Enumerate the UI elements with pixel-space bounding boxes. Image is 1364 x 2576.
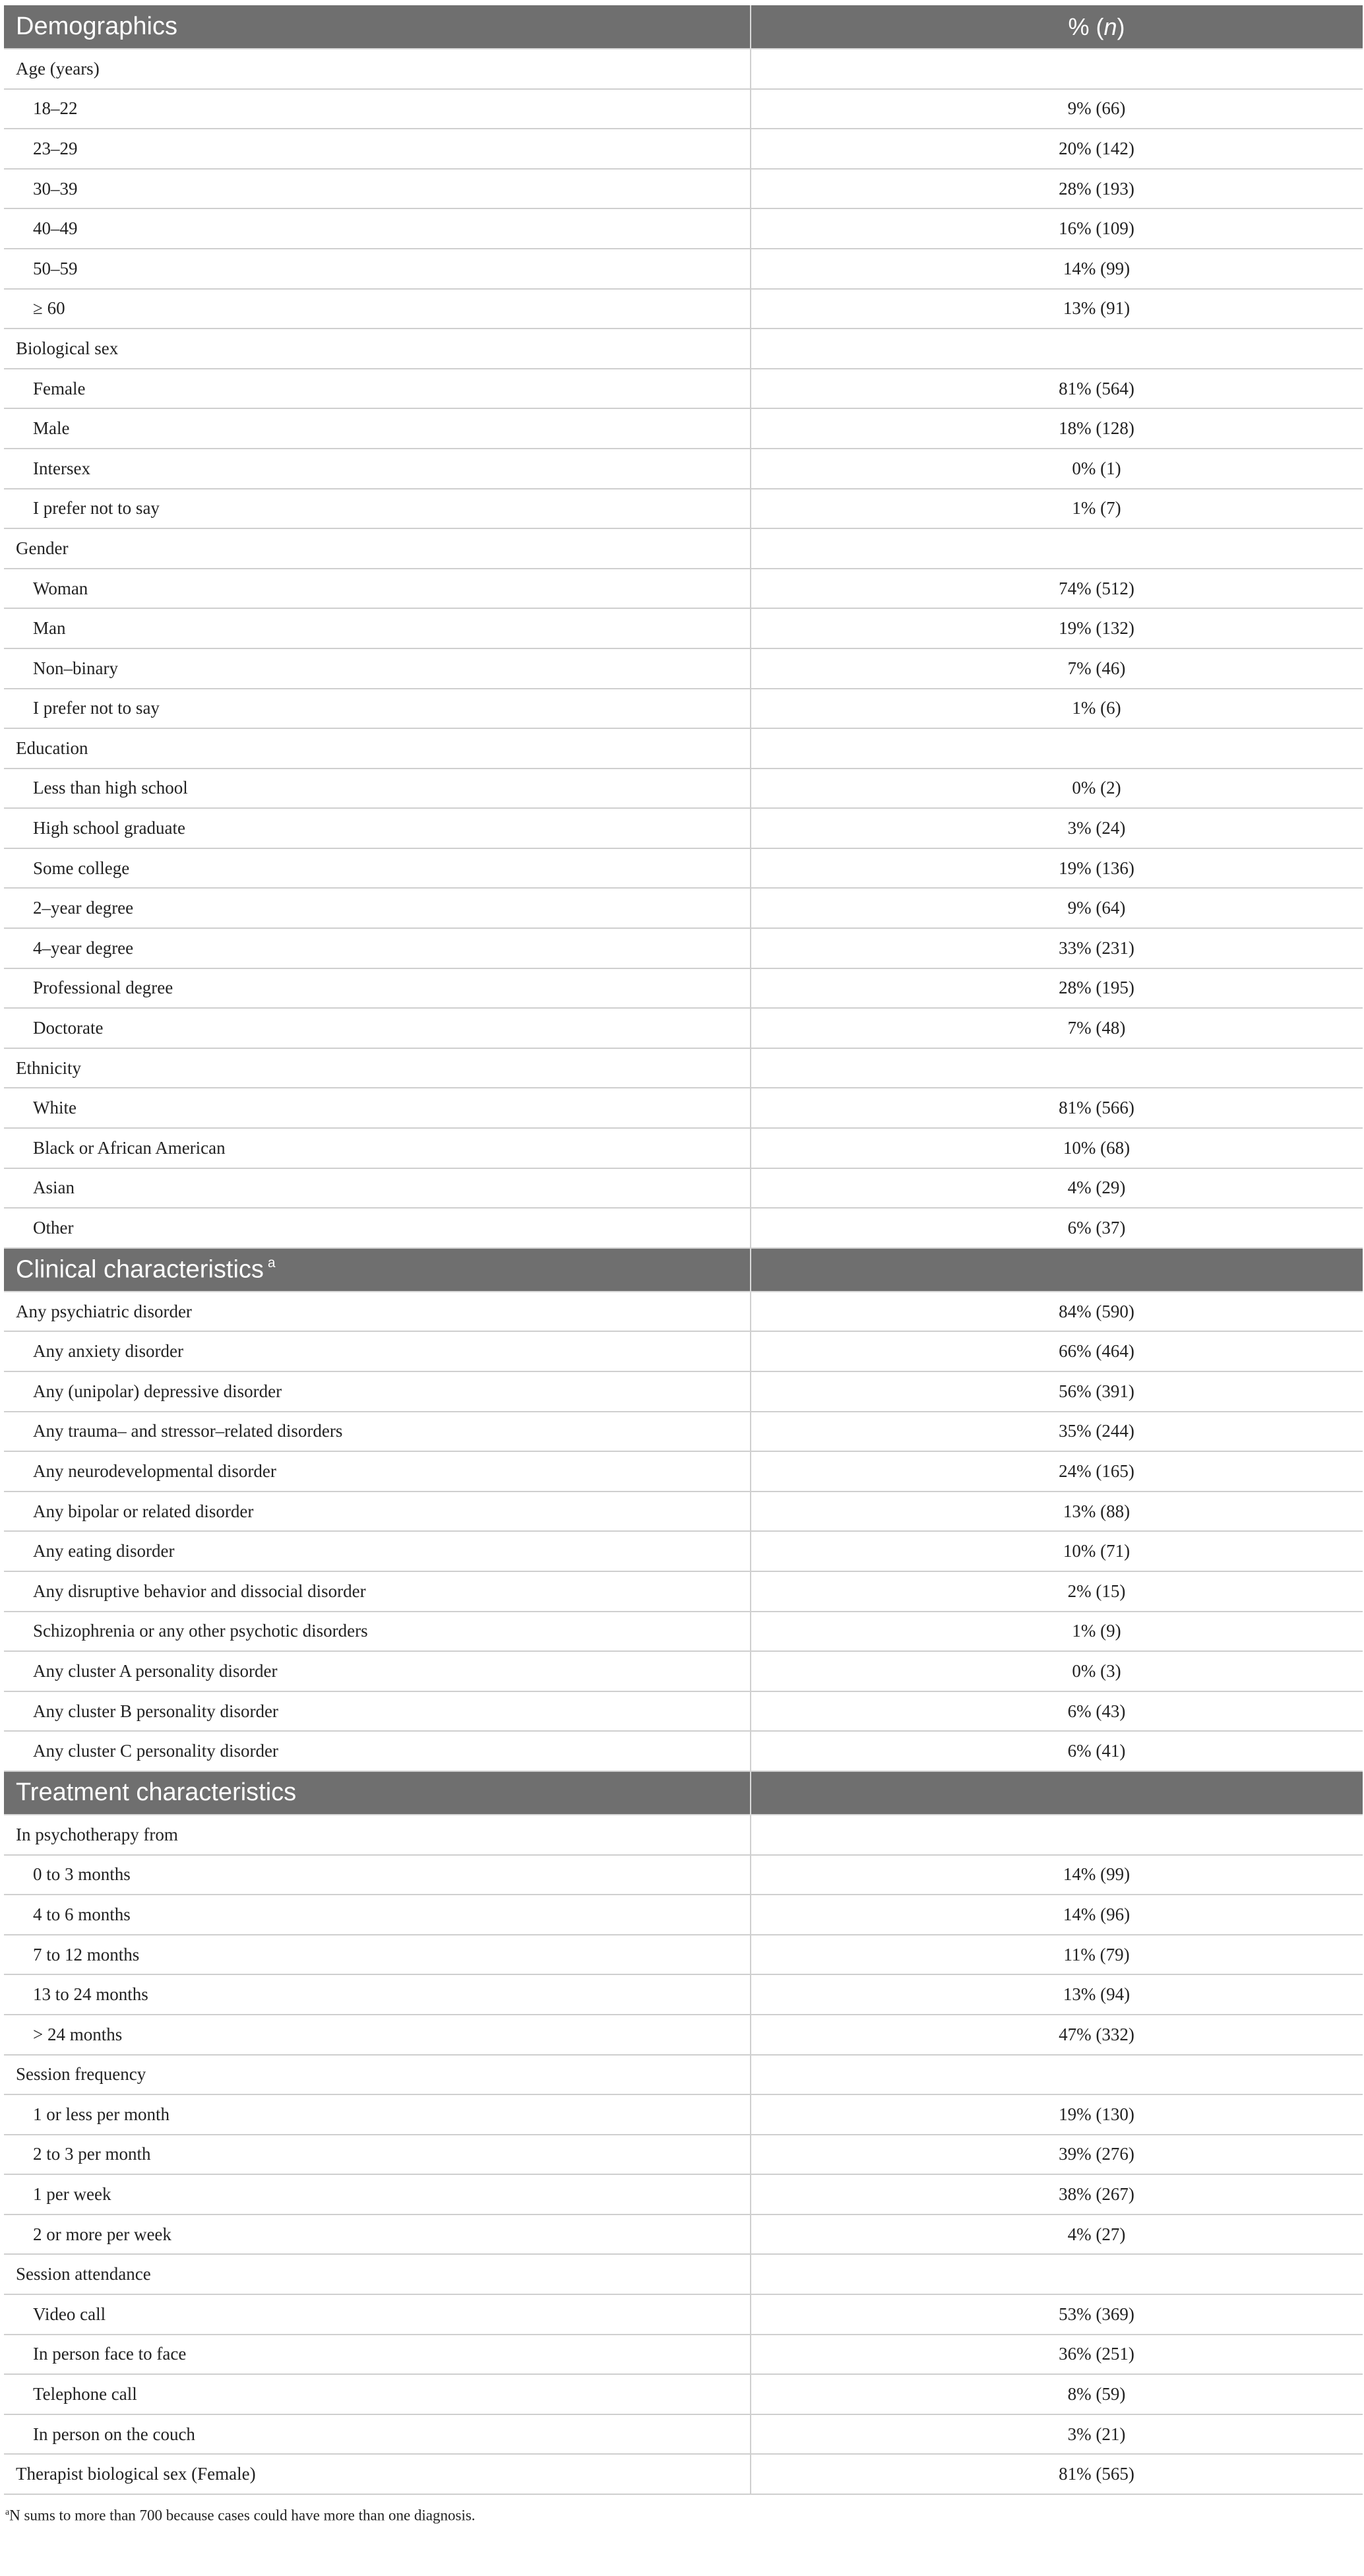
row-label: 13 to 24 months — [4, 1974, 751, 2015]
row-label: Female — [4, 369, 751, 409]
row-label: Woman — [4, 569, 751, 609]
group-value — [751, 329, 1363, 369]
group-label: Education — [4, 728, 751, 769]
row-label: 7 to 12 months — [4, 1935, 751, 1975]
row-label: Any cluster C personality disorder — [4, 1731, 751, 1771]
footnote-marker: a — [5, 2507, 10, 2517]
row-label: Less than high school — [4, 769, 751, 809]
table-row — [4, 968, 1363, 1009]
row-value: 8% (59) — [751, 2374, 1363, 2414]
row-value: 10% (68) — [751, 1128, 1363, 1168]
row-label: Asian — [4, 1168, 751, 1209]
row-value: 13% (91) — [751, 289, 1363, 329]
table-row — [4, 169, 1363, 209]
table-row — [4, 1651, 1363, 1691]
row-label: 50–59 — [4, 249, 751, 289]
column-header-n: n — [1103, 13, 1117, 40]
demographics-table — [4, 5, 1363, 2495]
row-value: 2% (15) — [751, 1571, 1363, 1612]
row-value: 35% (244) — [751, 1412, 1363, 1452]
row-value: 39% (276) — [751, 2135, 1363, 2175]
row-value: 81% (566) — [751, 1088, 1363, 1128]
row-value: 47% (332) — [751, 2015, 1363, 2055]
group-value — [751, 728, 1363, 769]
table-row — [4, 249, 1363, 289]
row-label: 18–22 — [4, 89, 751, 129]
table-row — [4, 2335, 1363, 2375]
row-value: 0% (2) — [751, 769, 1363, 809]
table-row — [4, 608, 1363, 648]
group-label: Age (years) — [4, 49, 751, 89]
row-value: 11% (79) — [751, 1935, 1363, 1975]
group-value — [751, 528, 1363, 569]
row-value: 9% (64) — [751, 888, 1363, 928]
row-label: Black or African American — [4, 1128, 751, 1168]
row-label: Any (unipolar) depressive disorder — [4, 1371, 751, 1412]
table-row — [4, 888, 1363, 928]
row-label: I prefer not to say — [4, 689, 751, 729]
row-value: 10% (71) — [751, 1531, 1363, 1571]
row-value: 18% (128) — [751, 408, 1363, 449]
row-label: High school graduate — [4, 808, 751, 848]
row-label: Any anxiety disorder — [4, 1331, 751, 1371]
row-label: I prefer not to say — [4, 489, 751, 529]
table-row — [4, 1492, 1363, 1532]
table-row — [4, 2094, 1363, 2135]
group-label: In psychotherapy from — [4, 1815, 751, 1855]
group-row — [4, 1815, 1363, 1855]
group-row — [4, 528, 1363, 569]
row-value: 28% (193) — [751, 169, 1363, 209]
row-value: 6% (43) — [751, 1691, 1363, 1732]
row-value: 16% (109) — [751, 208, 1363, 249]
table-row — [4, 808, 1363, 848]
table-row — [4, 89, 1363, 129]
row-value: 19% (132) — [751, 608, 1363, 648]
row-label: 0 to 3 months — [4, 1855, 751, 1895]
table-row — [4, 1935, 1363, 1975]
group-row — [4, 2055, 1363, 2095]
section-header-row — [4, 1771, 1363, 1815]
table-row — [4, 769, 1363, 809]
row-value: 13% (88) — [751, 1492, 1363, 1532]
table-row — [4, 1531, 1363, 1571]
column-header-cell — [751, 1248, 1363, 1292]
row-label: 2–year degree — [4, 888, 751, 928]
row-value: 0% (3) — [751, 1651, 1363, 1691]
column-header-cell — [751, 1771, 1363, 1815]
section-title-footnote-marker: a — [267, 1255, 276, 1271]
table-row — [4, 208, 1363, 249]
group-value — [751, 1815, 1363, 1855]
table-row — [4, 1128, 1363, 1168]
group-value: 81% (565) — [751, 2454, 1363, 2494]
row-label: Telephone call — [4, 2374, 751, 2414]
table-row — [4, 1974, 1363, 2015]
row-label: 23–29 — [4, 129, 751, 169]
row-label: Doctorate — [4, 1008, 751, 1048]
group-value — [751, 2055, 1363, 2095]
row-value: 19% (136) — [751, 848, 1363, 889]
row-label: In person on the couch — [4, 2414, 751, 2455]
group-label: Biological sex — [4, 329, 751, 369]
table-row — [4, 1088, 1363, 1128]
row-label: Any bipolar or related disorder — [4, 1492, 751, 1532]
table-row — [4, 1412, 1363, 1452]
row-value: 4% (27) — [751, 2215, 1363, 2255]
table-row — [4, 2174, 1363, 2215]
table-row — [4, 1855, 1363, 1895]
section-title: Clinical characteristics — [16, 1255, 264, 1284]
group-label: Any psychiatric disorder — [4, 1292, 751, 1332]
row-label: In person face to face — [4, 2335, 751, 2375]
row-value: 9% (66) — [751, 89, 1363, 129]
row-value: 6% (41) — [751, 1731, 1363, 1771]
table-row — [4, 928, 1363, 968]
table-row — [4, 1331, 1363, 1371]
row-label: Male — [4, 408, 751, 449]
row-value: 53% (369) — [751, 2294, 1363, 2335]
row-label: Intersex — [4, 449, 751, 489]
row-label: 40–49 — [4, 208, 751, 249]
row-label: 2 to 3 per month — [4, 2135, 751, 2175]
row-label: Any cluster A personality disorder — [4, 1651, 751, 1691]
row-value: 14% (99) — [751, 1855, 1363, 1895]
group-label: Ethnicity — [4, 1048, 751, 1088]
row-label: Non–binary — [4, 648, 751, 689]
row-label: > 24 months — [4, 2015, 751, 2055]
row-label: Any cluster B personality disorder — [4, 1691, 751, 1732]
table-row — [4, 449, 1363, 489]
table-row — [4, 2374, 1363, 2414]
table-footnote — [4, 2507, 1363, 2524]
group-row — [4, 49, 1363, 89]
row-value: 4% (29) — [751, 1168, 1363, 1209]
row-label: Any neurodevelopmental disorder — [4, 1451, 751, 1492]
row-value: 14% (96) — [751, 1895, 1363, 1935]
table-row — [4, 1731, 1363, 1771]
row-value: 3% (21) — [751, 2414, 1363, 2455]
section-header-cell — [4, 1248, 751, 1292]
table-row — [4, 1451, 1363, 1492]
table-row — [4, 1691, 1363, 1732]
group-row — [4, 1048, 1363, 1088]
table-row — [4, 408, 1363, 449]
row-value: 36% (251) — [751, 2335, 1363, 2375]
table-row — [4, 648, 1363, 689]
table-row — [4, 1895, 1363, 1935]
table-body — [4, 5, 1363, 2494]
section-header-cell — [4, 1771, 751, 1815]
table-row — [4, 369, 1363, 409]
section-title: Demographics — [16, 13, 177, 40]
row-label: Professional degree — [4, 968, 751, 1009]
section-header-row — [4, 1248, 1363, 1292]
group-label: Session attendance — [4, 2254, 751, 2294]
row-label: 30–39 — [4, 169, 751, 209]
row-value: 38% (267) — [751, 2174, 1363, 2215]
row-value: 7% (46) — [751, 648, 1363, 689]
group-row — [4, 728, 1363, 769]
row-label: Any eating disorder — [4, 1531, 751, 1571]
row-value: 3% (24) — [751, 808, 1363, 848]
group-value — [751, 49, 1363, 89]
row-value: 33% (231) — [751, 928, 1363, 968]
group-row — [4, 1292, 1363, 1332]
row-label: 1 per week — [4, 2174, 751, 2215]
row-label: 4 to 6 months — [4, 1895, 751, 1935]
table-row — [4, 2215, 1363, 2255]
row-value: 7% (48) — [751, 1008, 1363, 1048]
table-row — [4, 1571, 1363, 1612]
row-label: White — [4, 1088, 751, 1128]
table-row — [4, 289, 1363, 329]
row-label: ≥ 60 — [4, 289, 751, 329]
row-label: Other — [4, 1208, 751, 1248]
group-label: Session frequency — [4, 2055, 751, 2095]
row-value: 81% (564) — [751, 369, 1363, 409]
row-label: 4–year degree — [4, 928, 751, 968]
row-label: Any trauma– and stressor–related disorders — [4, 1412, 751, 1452]
table-row — [4, 569, 1363, 609]
row-label: Some college — [4, 848, 751, 889]
row-label: Schizophrenia or any other psychotic disorders — [4, 1612, 751, 1652]
table-row — [4, 2294, 1363, 2335]
row-value: 74% (512) — [751, 569, 1363, 609]
footnote-text: N sums to more than 700 because cases could have more than one diagnosis. — [9, 2507, 476, 2524]
row-value: 1% (7) — [751, 489, 1363, 529]
table-row — [4, 2015, 1363, 2055]
group-row — [4, 2254, 1363, 2294]
table-row — [4, 2135, 1363, 2175]
row-value: 13% (94) — [751, 1974, 1363, 2015]
row-label: Any disruptive behavior and dissocial disorder — [4, 1571, 751, 1612]
table-row — [4, 689, 1363, 729]
group-value: 84% (590) — [751, 1292, 1363, 1332]
row-value: 56% (391) — [751, 1371, 1363, 1412]
row-value: 66% (464) — [751, 1331, 1363, 1371]
table-row — [4, 2414, 1363, 2455]
group-row — [4, 2454, 1363, 2494]
row-value: 20% (142) — [751, 129, 1363, 169]
group-label: Therapist biological sex (Female) — [4, 2454, 751, 2494]
row-value: 1% (6) — [751, 689, 1363, 729]
row-value: 28% (195) — [751, 968, 1363, 1009]
table-row — [4, 1008, 1363, 1048]
row-value: 19% (130) — [751, 2094, 1363, 2135]
table-row — [4, 489, 1363, 529]
row-label: 2 or more per week — [4, 2215, 751, 2255]
section-header-row — [4, 5, 1363, 49]
row-label: Man — [4, 608, 751, 648]
group-value — [751, 1048, 1363, 1088]
table-row — [4, 848, 1363, 889]
row-value: 0% (1) — [751, 449, 1363, 489]
column-header-cell — [751, 5, 1363, 49]
section-header-cell — [4, 5, 751, 49]
group-label: Gender — [4, 528, 751, 569]
table-row — [4, 1371, 1363, 1412]
document — [4, 5, 1363, 2524]
row-value: 24% (165) — [751, 1451, 1363, 1492]
group-row — [4, 329, 1363, 369]
group-value — [751, 2254, 1363, 2294]
table-row — [4, 1612, 1363, 1652]
row-value: 6% (37) — [751, 1208, 1363, 1248]
table-row — [4, 129, 1363, 169]
column-header-suffix: ) — [1117, 13, 1125, 40]
table-row — [4, 1208, 1363, 1248]
section-title: Treatment characteristics — [16, 1778, 297, 1807]
row-label: Video call — [4, 2294, 751, 2335]
row-value: 14% (99) — [751, 249, 1363, 289]
row-label: 1 or less per month — [4, 2094, 751, 2135]
column-header-prefix: % ( — [1068, 13, 1104, 40]
row-value: 1% (9) — [751, 1612, 1363, 1652]
table-row — [4, 1168, 1363, 1209]
